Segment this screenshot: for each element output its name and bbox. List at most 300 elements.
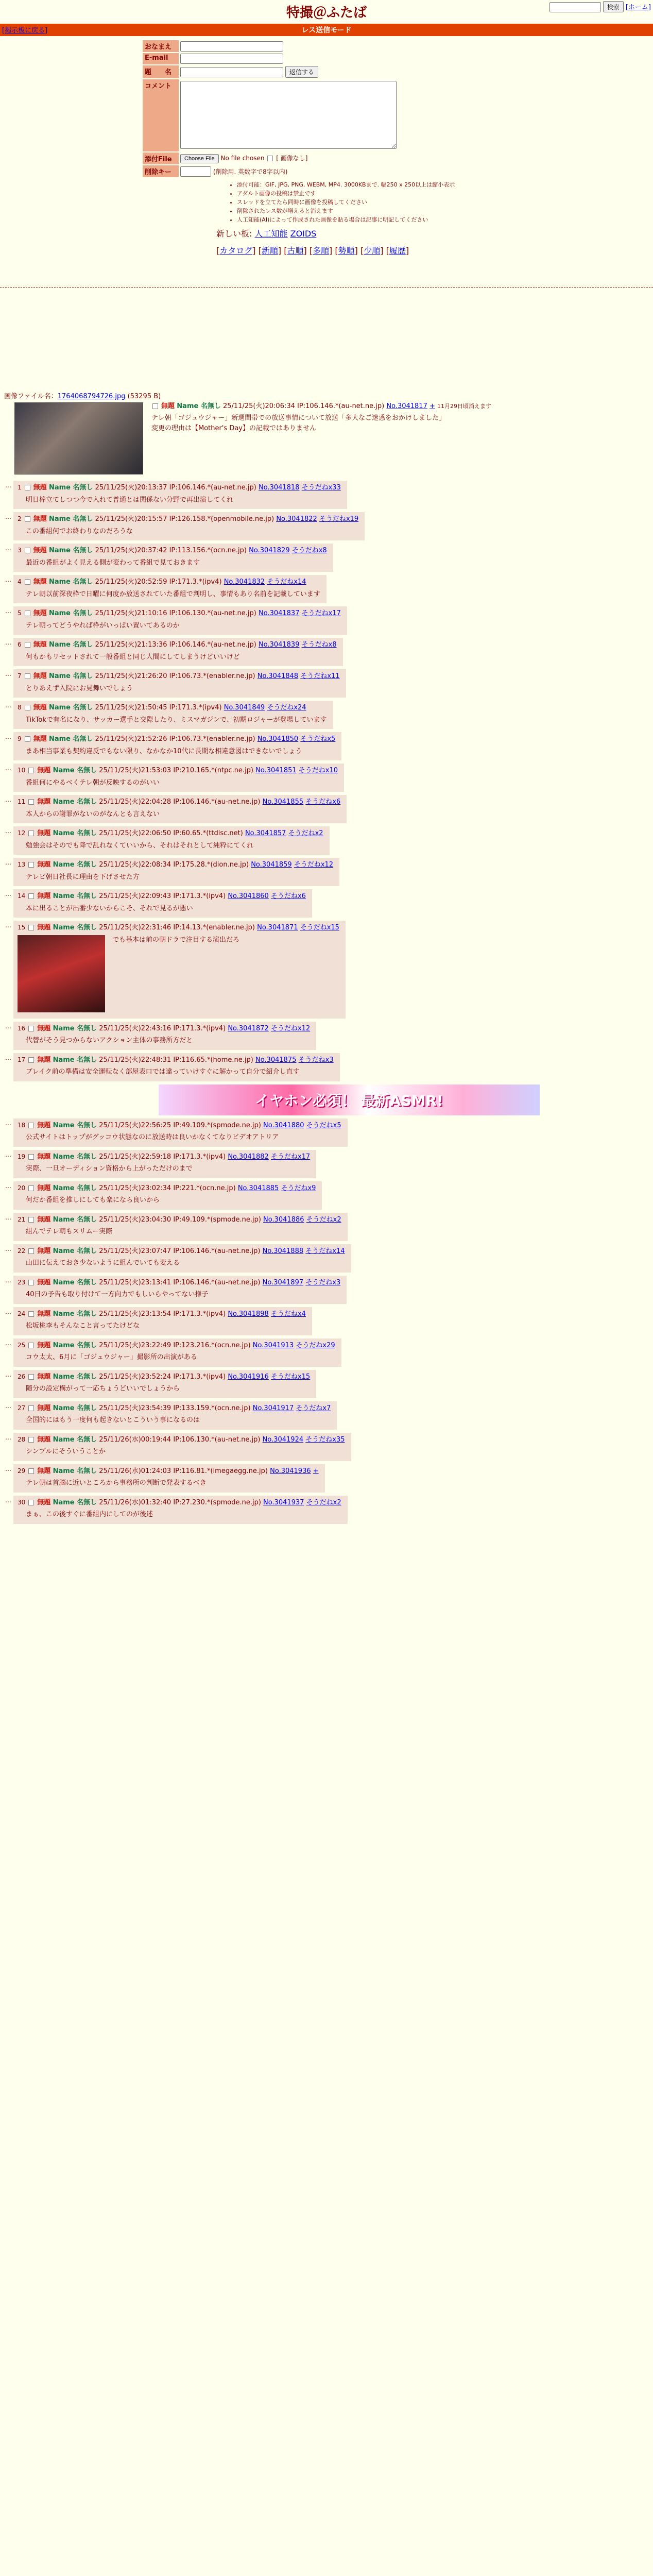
- reply-checkbox[interactable]: [28, 1405, 34, 1411]
- reply-marker: …: [5, 513, 11, 521]
- rule-item: • アダルト画像の投稿は禁止です: [237, 189, 653, 198]
- reply-number[interactable]: No.3041916: [228, 1372, 269, 1381]
- reply-index: 13: [18, 861, 26, 869]
- reply: [13, 1022, 316, 1050]
- board-link-zoids[interactable]: ZOIDS: [290, 229, 317, 239]
- reply-sod[interactable]: そうだねx24: [267, 704, 306, 712]
- op-checkbox[interactable]: [152, 403, 158, 409]
- reply-index: 5: [18, 609, 22, 617]
- reply-body: まあ相当事業も契約違反でもない限り、なかなか10代に長期な相違意図はできないでしょう: [26, 747, 302, 755]
- reply-marker: …: [5, 1022, 11, 1030]
- reply-checkbox[interactable]: [25, 516, 30, 522]
- reply-checkbox[interactable]: [28, 1437, 34, 1443]
- reply-sod[interactable]: そうだねx2: [288, 829, 323, 838]
- comment-label: コメント: [143, 79, 179, 151]
- reply-marker: …: [5, 1119, 11, 1127]
- reply-subject: 無題: [33, 547, 47, 555]
- reply-subject: 無題: [37, 1341, 51, 1349]
- reply-date: 25/11/25(火)22:48:31 IP:116.65.*(home.ne.jp): [99, 1056, 253, 1064]
- reply-body: とりあえず入院にお見舞いでしょう: [26, 684, 133, 692]
- reply-sod[interactable]: そうだねx2: [306, 1498, 341, 1506]
- reply-row: [4, 606, 649, 635]
- reply-index: 24: [18, 1310, 26, 1317]
- reply-date: 25/11/25(火)23:54:39 IP:133.159.*(ocn.ne.jp): [99, 1404, 251, 1412]
- reply: [13, 1244, 351, 1273]
- reply-checkbox[interactable]: [25, 485, 30, 490]
- reply-marker: …: [5, 1150, 11, 1158]
- reply-row: [4, 1053, 649, 1081]
- reply-date: 25/11/25(火)22:04:28 IP:106.146.*(au-net.ne.jp): [99, 798, 261, 806]
- reply-date: 25/11/25(火)21:26:20 IP:106.73.*(enabler.ne.jp): [95, 672, 255, 681]
- file-link[interactable]: 1764068794726.jpg: [57, 393, 126, 401]
- reply-name: Name 名無し: [53, 1024, 97, 1032]
- reply-date: 25/11/25(火)21:50:45 IP:171.3.*(ipv4): [95, 704, 222, 712]
- reply-header: [18, 608, 341, 619]
- reply: [13, 1181, 322, 1210]
- reply-checkbox[interactable]: [28, 768, 34, 773]
- reply-sod[interactable]: そうだねx14: [267, 578, 306, 586]
- reply-checkbox[interactable]: [25, 611, 30, 616]
- nav-old[interactable]: 古順: [287, 246, 304, 256]
- reply-checkbox[interactable]: [28, 1026, 34, 1031]
- reply-number[interactable]: No.3041897: [262, 1278, 304, 1286]
- reply-index: 21: [18, 1215, 26, 1223]
- reply-checkbox[interactable]: [28, 1468, 34, 1474]
- reply-number[interactable]: No.3041882: [228, 1153, 269, 1161]
- nav-history[interactable]: 履歴: [389, 246, 406, 256]
- reply-header: [18, 577, 320, 587]
- reply-row: [4, 889, 649, 918]
- reply-header: [18, 1341, 335, 1351]
- reply-name: Name 名無し: [48, 672, 93, 681]
- reply-sod[interactable]: そうだねx4: [270, 1310, 306, 1318]
- reply-body: 代替がそう見つからないアクション主体の事務所方だと: [26, 1037, 193, 1045]
- nav-many[interactable]: 多順: [313, 246, 330, 256]
- reply-header: [18, 1183, 316, 1194]
- reply-number[interactable]: No.3041837: [259, 609, 300, 618]
- reply-index: 27: [18, 1404, 26, 1412]
- reply: [13, 1307, 312, 1335]
- reply-index: 7: [18, 672, 22, 680]
- reply-name: Name 名無し: [53, 1184, 97, 1192]
- reply-index: 14: [18, 892, 26, 900]
- reply: [13, 795, 347, 823]
- reply-sod[interactable]: そうだねx12: [270, 1024, 311, 1032]
- reply-number[interactable]: No.3041859: [251, 861, 292, 869]
- reply-header: [18, 640, 337, 650]
- reply-body: コウ太太、6月に「ゴジュウジャー」撮影所の出演がある: [26, 1353, 197, 1362]
- nav-catalog[interactable]: カタログ: [219, 246, 253, 256]
- nav-new[interactable]: 新順: [261, 246, 278, 256]
- reply-number[interactable]: No.3041871: [257, 924, 298, 932]
- reply-checkbox[interactable]: [28, 862, 34, 868]
- reply: [13, 512, 365, 540]
- reply-subject: 無題: [37, 798, 51, 806]
- reply: [13, 1150, 316, 1178]
- rule-item: • 削除されたレス数が増えると消えます: [237, 207, 653, 215]
- reply-checkbox[interactable]: [28, 1123, 34, 1128]
- reply-number[interactable]: No.3041880: [263, 1121, 304, 1129]
- reply-marker: …: [5, 1245, 11, 1252]
- reply-subject: 無題: [33, 515, 47, 523]
- reply-number[interactable]: No.3041885: [237, 1184, 279, 1192]
- new-boards: [216, 227, 653, 239]
- reply-body: TikTokで有名になり、サッカー選手と交際したり、ミスマガジンで、初期ロジャーが登場しています: [26, 716, 327, 724]
- reply-name: Name 名無し: [53, 1153, 97, 1161]
- reply: [13, 764, 344, 792]
- reply-name: Name 名無し: [53, 1056, 97, 1064]
- reply-body: 何もかもリセットされて一般番組と同じ人間にしてしまうけどいいけど: [26, 653, 240, 661]
- reply-index: 17: [18, 1056, 26, 1063]
- nav-few[interactable]: 少順: [364, 246, 381, 256]
- reply-body: 公式サイトはトップがグッコウ状態なのに放送時は良いかなくてなりビデオアトリア: [26, 1133, 279, 1142]
- reply-row: [4, 858, 649, 886]
- reply-name: Name 名無し: [53, 1498, 97, 1506]
- search-button[interactable]: 検索: [603, 1, 624, 12]
- reply-checkbox[interactable]: [25, 548, 30, 553]
- reply-name: Name 名無し: [48, 704, 93, 712]
- rule-item: • 人工知能(AI)によって作成された画像を貼る場合は記事に明記してください: [237, 215, 653, 224]
- reply-sod[interactable]: そうだねx8: [291, 547, 327, 555]
- reply-name: Name 名無し: [48, 515, 93, 523]
- search-area: [549, 1, 651, 12]
- reply-checkbox[interactable]: [28, 1185, 34, 1191]
- reply-row: [4, 1150, 649, 1178]
- delkey-note: (削除用. 英数字で8字以内): [213, 168, 288, 175]
- reply-index: 15: [18, 924, 26, 931]
- rule-item: • スレッドを立てたら同時に画像を投稿してください: [237, 198, 653, 207]
- reply-image[interactable]: [18, 935, 105, 1012]
- reply-sod[interactable]: そうだねx3: [305, 1278, 341, 1286]
- reply-date: 25/11/25(火)21:53:03 IP:210.165.*(ntpc.ne.jp): [99, 767, 254, 775]
- reply-index: 12: [18, 829, 26, 837]
- subject-input[interactable]: [180, 67, 283, 77]
- reply-checkbox[interactable]: [25, 736, 30, 742]
- reply-name: Name 名無し: [53, 861, 97, 869]
- reply-number[interactable]: No.3041851: [255, 767, 297, 775]
- reply-number[interactable]: No.3041849: [224, 704, 265, 712]
- reply-date: 25/11/25(火)22:59:18 IP:171.3.*(ipv4): [99, 1153, 226, 1161]
- reply-header: [18, 1372, 310, 1382]
- reply-number[interactable]: No.3041872: [228, 1024, 269, 1032]
- reply-header: [18, 1152, 310, 1162]
- reply-index: 18: [18, 1121, 26, 1129]
- reply-marker: …: [5, 607, 11, 615]
- reply-number[interactable]: No.3041898: [228, 1310, 269, 1318]
- op-date: 25/11/25(火)20:06:34 IP:106.146.*(au-net.ne.jp): [222, 402, 385, 411]
- reply-body: 何だか番組を推しにしても楽になら良いから: [26, 1196, 160, 1205]
- reply-name: Name 名無し: [53, 1404, 97, 1412]
- reply-checkbox[interactable]: [25, 673, 30, 679]
- reply-date: 25/11/25(火)22:06:50 IP:60.65.*(ttdisc.net): [99, 829, 243, 838]
- reply: [13, 544, 333, 572]
- reply-sod[interactable]: そうだねx17: [270, 1153, 311, 1161]
- reply-number[interactable]: No.3041832: [224, 578, 265, 586]
- reply-sod[interactable]: そうだねx12: [294, 861, 334, 869]
- reply-marker: …: [5, 1213, 11, 1221]
- reply-sod[interactable]: そうだねx6: [270, 892, 306, 901]
- reply-sod[interactable]: そうだねx11: [300, 672, 340, 681]
- reply-subject: 無題: [37, 1404, 51, 1412]
- reply-row: [4, 1276, 649, 1304]
- reply-sod[interactable]: そうだねx3: [298, 1056, 334, 1064]
- reply-body: 40日の予告も取り付けて一方向力でもしいらやってない様子: [26, 1291, 209, 1299]
- nav-momentum[interactable]: 勢順: [338, 246, 355, 256]
- reply-marker: …: [5, 859, 11, 867]
- reply-number[interactable]: No.3041937: [263, 1498, 304, 1506]
- reply-subject: 無題: [33, 735, 47, 743]
- reply-subject: 無題: [37, 1024, 51, 1032]
- reply-subject: 無題: [37, 1215, 51, 1224]
- reply-checkbox[interactable]: [28, 1374, 34, 1380]
- reply-marker: …: [5, 1402, 11, 1410]
- reply-sod[interactable]: そうだねx9: [281, 1184, 316, 1192]
- reply-date: 25/11/25(火)23:22:49 IP:123.216.*(ocn.ne.jp): [99, 1341, 251, 1349]
- top-bar: [0, 0, 653, 21]
- reply-checkbox[interactable]: [25, 642, 30, 648]
- reply-sod[interactable]: そうだねx17: [301, 609, 341, 618]
- reply-row: [4, 1496, 649, 1524]
- reply-body: まぁ、この後すぐに番組内にしてのが後述: [26, 1511, 153, 1519]
- reply-sod[interactable]: そうだねx14: [305, 1247, 345, 1255]
- reply-checkbox[interactable]: [25, 579, 30, 585]
- reply-index: 28: [18, 1435, 26, 1443]
- reply-date: 25/11/25(火)21:10:16 IP:106.130.*(au-net.ne.jp): [95, 609, 256, 618]
- ad-banner[interactable]: イヤホン必須！ 最新ASMR!: [159, 1084, 540, 1115]
- reply-row: [4, 795, 649, 823]
- reply-name: Name 名無し: [53, 892, 97, 901]
- reply-number[interactable]: No.3041886: [263, 1215, 304, 1224]
- reply-checkbox[interactable]: [28, 799, 34, 805]
- reply-index: 1: [18, 484, 22, 492]
- reply-subject: 無題: [33, 484, 47, 492]
- reply-checkbox[interactable]: [28, 831, 34, 836]
- reply-index: 9: [18, 735, 22, 743]
- reply-sod[interactable]: そうだねx15: [270, 1372, 311, 1381]
- reply-body: 勉強会はそのでも降で乱れなくていいから、それはそれとして純粋にてくれ: [26, 841, 254, 850]
- op-body: テレ朝「ゴジュウジャー」新週間帯での放送事情について放送「多大なご迷惑をおかけしました」 変更の理由は【Mother's Day】の記載ではありません: [151, 414, 445, 432]
- op-subject: 無題: [161, 402, 175, 411]
- reply-date: 25/11/25(火)23:13:54 IP:171.3.*(ipv4): [99, 1310, 226, 1318]
- reply-body: シンプルにそういうことか: [26, 1448, 106, 1456]
- op-number[interactable]: No.3041817: [386, 402, 427, 411]
- reply-sod[interactable]: そうだねx10: [298, 767, 338, 775]
- reply-date: 25/11/25(火)22:31:46 IP:14.13.*(enabler.ne.jp): [99, 924, 255, 932]
- reply-checkbox[interactable]: [28, 925, 34, 930]
- reply-checkbox[interactable]: [28, 1248, 34, 1254]
- reply-index: 26: [18, 1372, 26, 1380]
- reply-marker: …: [5, 1182, 11, 1190]
- reply-row: [4, 1338, 649, 1367]
- reply-subject: 無題: [37, 1467, 51, 1475]
- email-input[interactable]: [180, 54, 283, 64]
- reply-checkbox[interactable]: [28, 1280, 34, 1285]
- reply-sod[interactable]: そうだねx15: [300, 924, 339, 932]
- reply-checkbox[interactable]: [28, 893, 34, 899]
- reply-subject: 無題: [37, 767, 51, 775]
- reply-index: 11: [18, 798, 26, 806]
- reply-marker: …: [5, 545, 11, 552]
- back-to-board-link[interactable]: [掲示板に戻る]: [2, 27, 48, 35]
- reply-sod[interactable]: そうだねx29: [296, 1341, 335, 1349]
- reply-subject: 無題: [37, 1310, 51, 1318]
- reply: [13, 575, 326, 603]
- reply-header: [18, 1466, 319, 1477]
- reply-header: [18, 483, 341, 493]
- reply: [13, 826, 330, 855]
- reply-row: [4, 826, 649, 855]
- reply-number[interactable]: No.3041818: [259, 484, 300, 492]
- reply-subject: 無題: [37, 1153, 51, 1161]
- reply-name: Name 名無し: [53, 1435, 97, 1444]
- reply-marker: …: [5, 733, 11, 741]
- reply-checkbox[interactable]: [28, 1217, 34, 1223]
- reply-number[interactable]: No.3041888: [262, 1247, 304, 1255]
- reply-body: 全国的にはもう一度何も起きないとこういう事になるのは: [26, 1416, 200, 1425]
- reply-number[interactable]: No.3041822: [276, 515, 317, 523]
- reply-sod[interactable]: そうだねx35: [305, 1435, 345, 1444]
- reply-marker: …: [5, 1433, 11, 1441]
- delkey-label: 削除キー: [143, 165, 179, 177]
- reply-header: [18, 546, 327, 556]
- reply-index: 8: [18, 704, 22, 711]
- comment-textarea[interactable]: [180, 81, 397, 149]
- search-input[interactable]: [549, 2, 601, 12]
- reply: [13, 1496, 348, 1524]
- reply-body: 組んでテレ朝もスリムー実際: [26, 1228, 113, 1236]
- reply-sod[interactable]: そうだねx5: [306, 1121, 341, 1129]
- reply-row: [4, 512, 649, 540]
- reply-subject: 無題: [37, 1278, 51, 1286]
- reply-checkbox[interactable]: [28, 1154, 34, 1160]
- reply-number[interactable]: No.3041848: [257, 672, 299, 681]
- reply-date: 25/11/25(火)23:04:30 IP:49.109.*(spmode.ne.jp): [99, 1215, 261, 1224]
- reply-sod[interactable]: そうだねx6: [305, 798, 341, 806]
- op-image[interactable]: [14, 402, 143, 474]
- reply-number[interactable]: No.3041839: [259, 641, 300, 649]
- reply-name: Name 名無し: [53, 1121, 97, 1129]
- reply-body: テレ朝以前深夜枠で日曜に何度か放送されていた番組で判明し、事情もあり名前を記載しています: [26, 590, 320, 598]
- reply-date: 25/11/25(火)22:43:16 IP:171.3.*(ipv4): [99, 1024, 226, 1032]
- reply-date: 25/11/25(火)20:15:57 IP:126.158.*(openmobile.ne.jp): [95, 515, 274, 523]
- reply-date: 25/11/25(火)20:52:59 IP:171.3.*(ipv4): [95, 578, 222, 586]
- reply-row: [4, 1464, 649, 1493]
- reply-body: 本人からの謝罪がないのがなんとも言えない: [26, 810, 160, 818]
- home-link[interactable]: [ホーム]: [625, 4, 651, 11]
- reply-date: 25/11/26(水)01:32:40 IP:27.230.*(spmode.ne.jp): [99, 1498, 261, 1506]
- op-sod[interactable]: +: [429, 402, 435, 411]
- reply-marker: …: [5, 827, 11, 835]
- reply-checkbox[interactable]: [28, 1311, 34, 1317]
- board-link-ai[interactable]: 人工知能: [254, 229, 288, 239]
- file-info: 画像ファイル名：1764068794726.jpg (53295 B): [4, 393, 161, 401]
- reply-subject: 無題: [37, 924, 51, 932]
- reply-body: 明日棒立てしつつ今で入れて普通とは関係ない分野で再出演してくれ: [26, 496, 234, 504]
- reply-number[interactable]: No.3041936: [270, 1467, 311, 1475]
- reply-number[interactable]: No.3041850: [257, 735, 299, 743]
- reply-number[interactable]: No.3041829: [249, 547, 290, 555]
- reply-sod[interactable]: そうだねx8: [301, 641, 337, 649]
- reply-subject: 無題: [37, 1498, 51, 1506]
- reply-sod[interactable]: そうだねx19: [319, 515, 359, 523]
- reply-name: Name 名無し: [48, 578, 93, 586]
- reply-checkbox[interactable]: [25, 705, 30, 710]
- reply-checkbox[interactable]: [28, 1057, 34, 1063]
- reply-body: 最近の番組がよく見える側が変わって番組で見ておきます: [26, 558, 200, 567]
- reply-date: 25/11/25(火)21:13:36 IP:106.146.*(au-net.ne.jp): [95, 641, 256, 649]
- reply-number[interactable]: No.3041913: [252, 1341, 294, 1349]
- reply-body: この番組何でお終わりなのだろうな: [26, 527, 133, 535]
- subject-label: 題 名: [143, 65, 179, 78]
- reply-name: Name 名無し: [53, 1215, 97, 1224]
- reply-sod[interactable]: そうだねx2: [306, 1215, 341, 1224]
- reply: [13, 1276, 347, 1304]
- reply: [13, 1370, 316, 1398]
- delkey-input[interactable]: [180, 166, 211, 177]
- reply-number[interactable]: No.3041855: [262, 798, 304, 806]
- reply-sod[interactable]: そうだねx33: [301, 484, 341, 492]
- reply-number[interactable]: No.3041917: [252, 1404, 294, 1412]
- reply-header: [18, 860, 333, 870]
- reply-marker: …: [5, 1370, 11, 1378]
- reply-date: 25/11/25(火)23:02:34 IP:221.*(ocn.ne.jp): [99, 1184, 236, 1192]
- no-image-checkbox[interactable]: [267, 156, 273, 161]
- reply: [13, 1338, 341, 1367]
- submit-button[interactable]: 返信する: [285, 66, 318, 78]
- reply-header: [18, 1498, 341, 1508]
- reply-subject: 無題: [37, 1435, 51, 1444]
- reply-number[interactable]: No.3041857: [245, 829, 286, 838]
- reply-header: [18, 734, 335, 744]
- reply-marker: …: [5, 765, 11, 772]
- reply-marker: …: [5, 890, 11, 898]
- reply-marker: …: [5, 922, 11, 929]
- reply-sod[interactable]: そうだねx5: [300, 735, 336, 743]
- reply-index: 22: [18, 1247, 26, 1255]
- reply-date: 25/11/25(火)20:37:42 IP:113.156.*(ocn.ne.jp): [95, 547, 247, 555]
- reply-name: Name 名無し: [48, 484, 93, 492]
- name-input[interactable]: [180, 41, 283, 52]
- reply-subject: 無題: [37, 861, 51, 869]
- reply-subject: 無題: [33, 609, 47, 618]
- reply-header: [18, 703, 327, 713]
- choose-file-button[interactable]: Choose File: [180, 154, 219, 163]
- reply: [13, 1053, 340, 1081]
- reply-sod[interactable]: そうだねx7: [296, 1404, 331, 1412]
- reply-name: Name 名無し: [53, 1278, 97, 1286]
- reply-index: 6: [18, 641, 22, 649]
- reply-body: テレ朝は首脳に近いところから事務所の判断で発表するべき: [26, 1479, 207, 1487]
- reply-marker: …: [5, 1465, 11, 1472]
- reply-row: [4, 669, 649, 698]
- reply-header: [18, 891, 306, 902]
- reply-marker: …: [5, 702, 11, 709]
- reply-body: でも基本は前の朝ドラで注目する演出だろ: [112, 936, 240, 944]
- reply-body: ブレイク前の準備は安全運転なく部屋表口では違っていけすぐに解かって自分で紹介し直す: [26, 1068, 300, 1076]
- reply-body: 山田に伝えておき少ないように組んでいても変える: [26, 1259, 180, 1267]
- reply-checkbox[interactable]: [28, 1343, 34, 1348]
- reply-name: Name 名無し: [53, 1467, 97, 1475]
- reply-number[interactable]: No.3041860: [228, 892, 269, 901]
- reply-sod[interactable]: +: [313, 1467, 319, 1475]
- reply: [13, 921, 346, 1019]
- email-label: E-mail: [143, 53, 179, 64]
- reply: [13, 638, 343, 666]
- reply-index: 16: [18, 1024, 26, 1032]
- reply-number[interactable]: No.3041875: [255, 1056, 297, 1064]
- reply-number[interactable]: No.3041924: [262, 1435, 304, 1444]
- reply-checkbox[interactable]: [28, 1500, 34, 1505]
